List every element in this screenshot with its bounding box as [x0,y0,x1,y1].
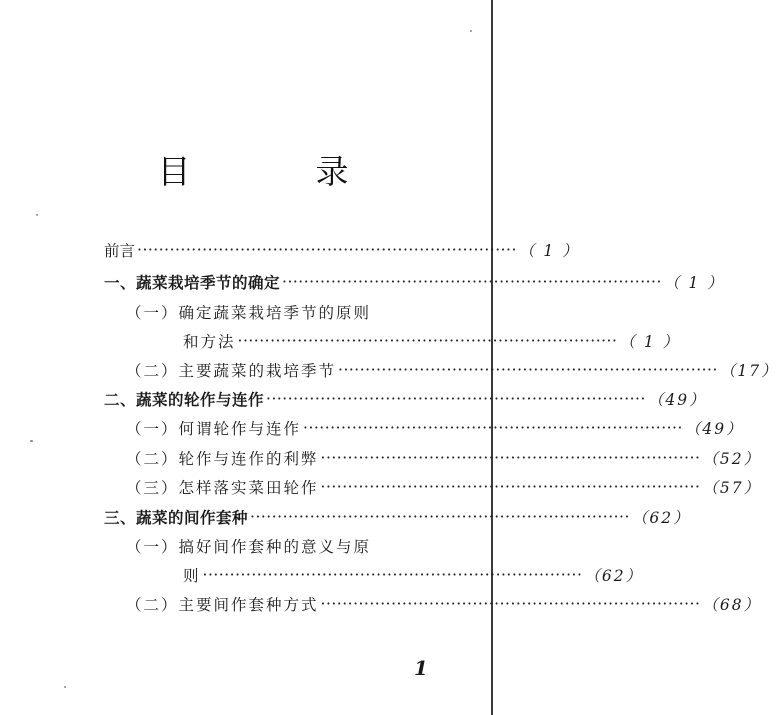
toc-entry-page: （62） [631,509,691,527]
toc-entry-label: 三、蔬菜的间作套种 [104,508,249,527]
toc-entry-page: （ 1 ） [518,242,580,260]
toc-entry-page: （62） [584,567,644,585]
toc-entry-label: 前言 [104,242,136,260]
toc-section-3-1[interactable] [126,532,452,560]
page-title: 目 录 [157,152,395,191]
page-number: 1 [414,656,428,680]
leader-dots: ······································································ [338,361,718,379]
toc-entry-page: （52） [702,450,762,468]
toc-chapter-2[interactable] [104,385,707,413]
toc-entry-page: （49） [684,420,744,438]
toc-section-3-1-cont[interactable] [183,561,644,589]
toc-section-1-2[interactable] [126,356,779,384]
toc-entry-page: （ 1 ） [619,333,681,351]
scan-speck [30,440,33,442]
toc-entry-label: （一）搞好间作套种的意义与原 [126,538,372,556]
toc-entry-page: （ 1 ） [663,274,725,292]
toc-section-3-2[interactable] [126,590,762,618]
toc-entry-label: 一、蔬菜栽培季节的确定 [104,273,281,292]
leader-dots: ······································································ [320,478,701,496]
scan-speck [36,214,38,216]
toc-entry-label: （二）主要蔬菜的栽培季节 [126,362,337,380]
leader-dots: ······································································ [282,273,662,291]
toc-entry-page: （68） [702,596,762,614]
toc-chapter-1[interactable] [104,268,725,296]
scan-speck [470,30,472,32]
toc-entry-label: （三）怎样落实菜田轮作 [126,479,319,497]
leader-dots: ······································································ [250,508,630,526]
toc-entry-label: 则 [183,567,201,585]
scan-speck [64,686,66,688]
toc-entry-page: （49） [647,391,707,409]
toc-entry-label: （一）确定蔬菜栽培季节的原则 [126,304,372,322]
toc-entry-label: （二）轮作与连作的利弊 [126,450,319,468]
toc-section-2-3[interactable] [126,473,762,501]
toc-entry-label: （二）主要间作套种方式 [126,596,319,614]
toc-section-2-1[interactable] [126,414,744,442]
toc-entry-label: 二、蔬菜的轮作与连作 [104,390,265,409]
toc-entry-label: （一）何谓轮作与连作 [126,420,302,438]
toc-chapter-3[interactable] [104,503,691,531]
toc-entry-page: （57） [702,479,762,497]
leader-dots: ······································································ [202,566,583,584]
toc-section-1-1[interactable] [126,298,452,326]
leader-dots: ······································································ [137,241,517,259]
leader-dots: ······································································ [266,390,646,408]
toc-entry-preface[interactable] [104,236,580,264]
toc-section-1-1-cont[interactable] [183,327,681,355]
leader-dots: ······································································ [320,449,701,467]
leader-dots: ······································································ [320,595,701,613]
toc-entry-label: 和方法 [183,333,236,351]
leader-dots: ······································································ [303,419,683,437]
leader-dots: ······································································ [237,332,618,350]
toc-section-2-2[interactable] [126,444,762,472]
toc-entry-page: （17） [719,362,779,380]
